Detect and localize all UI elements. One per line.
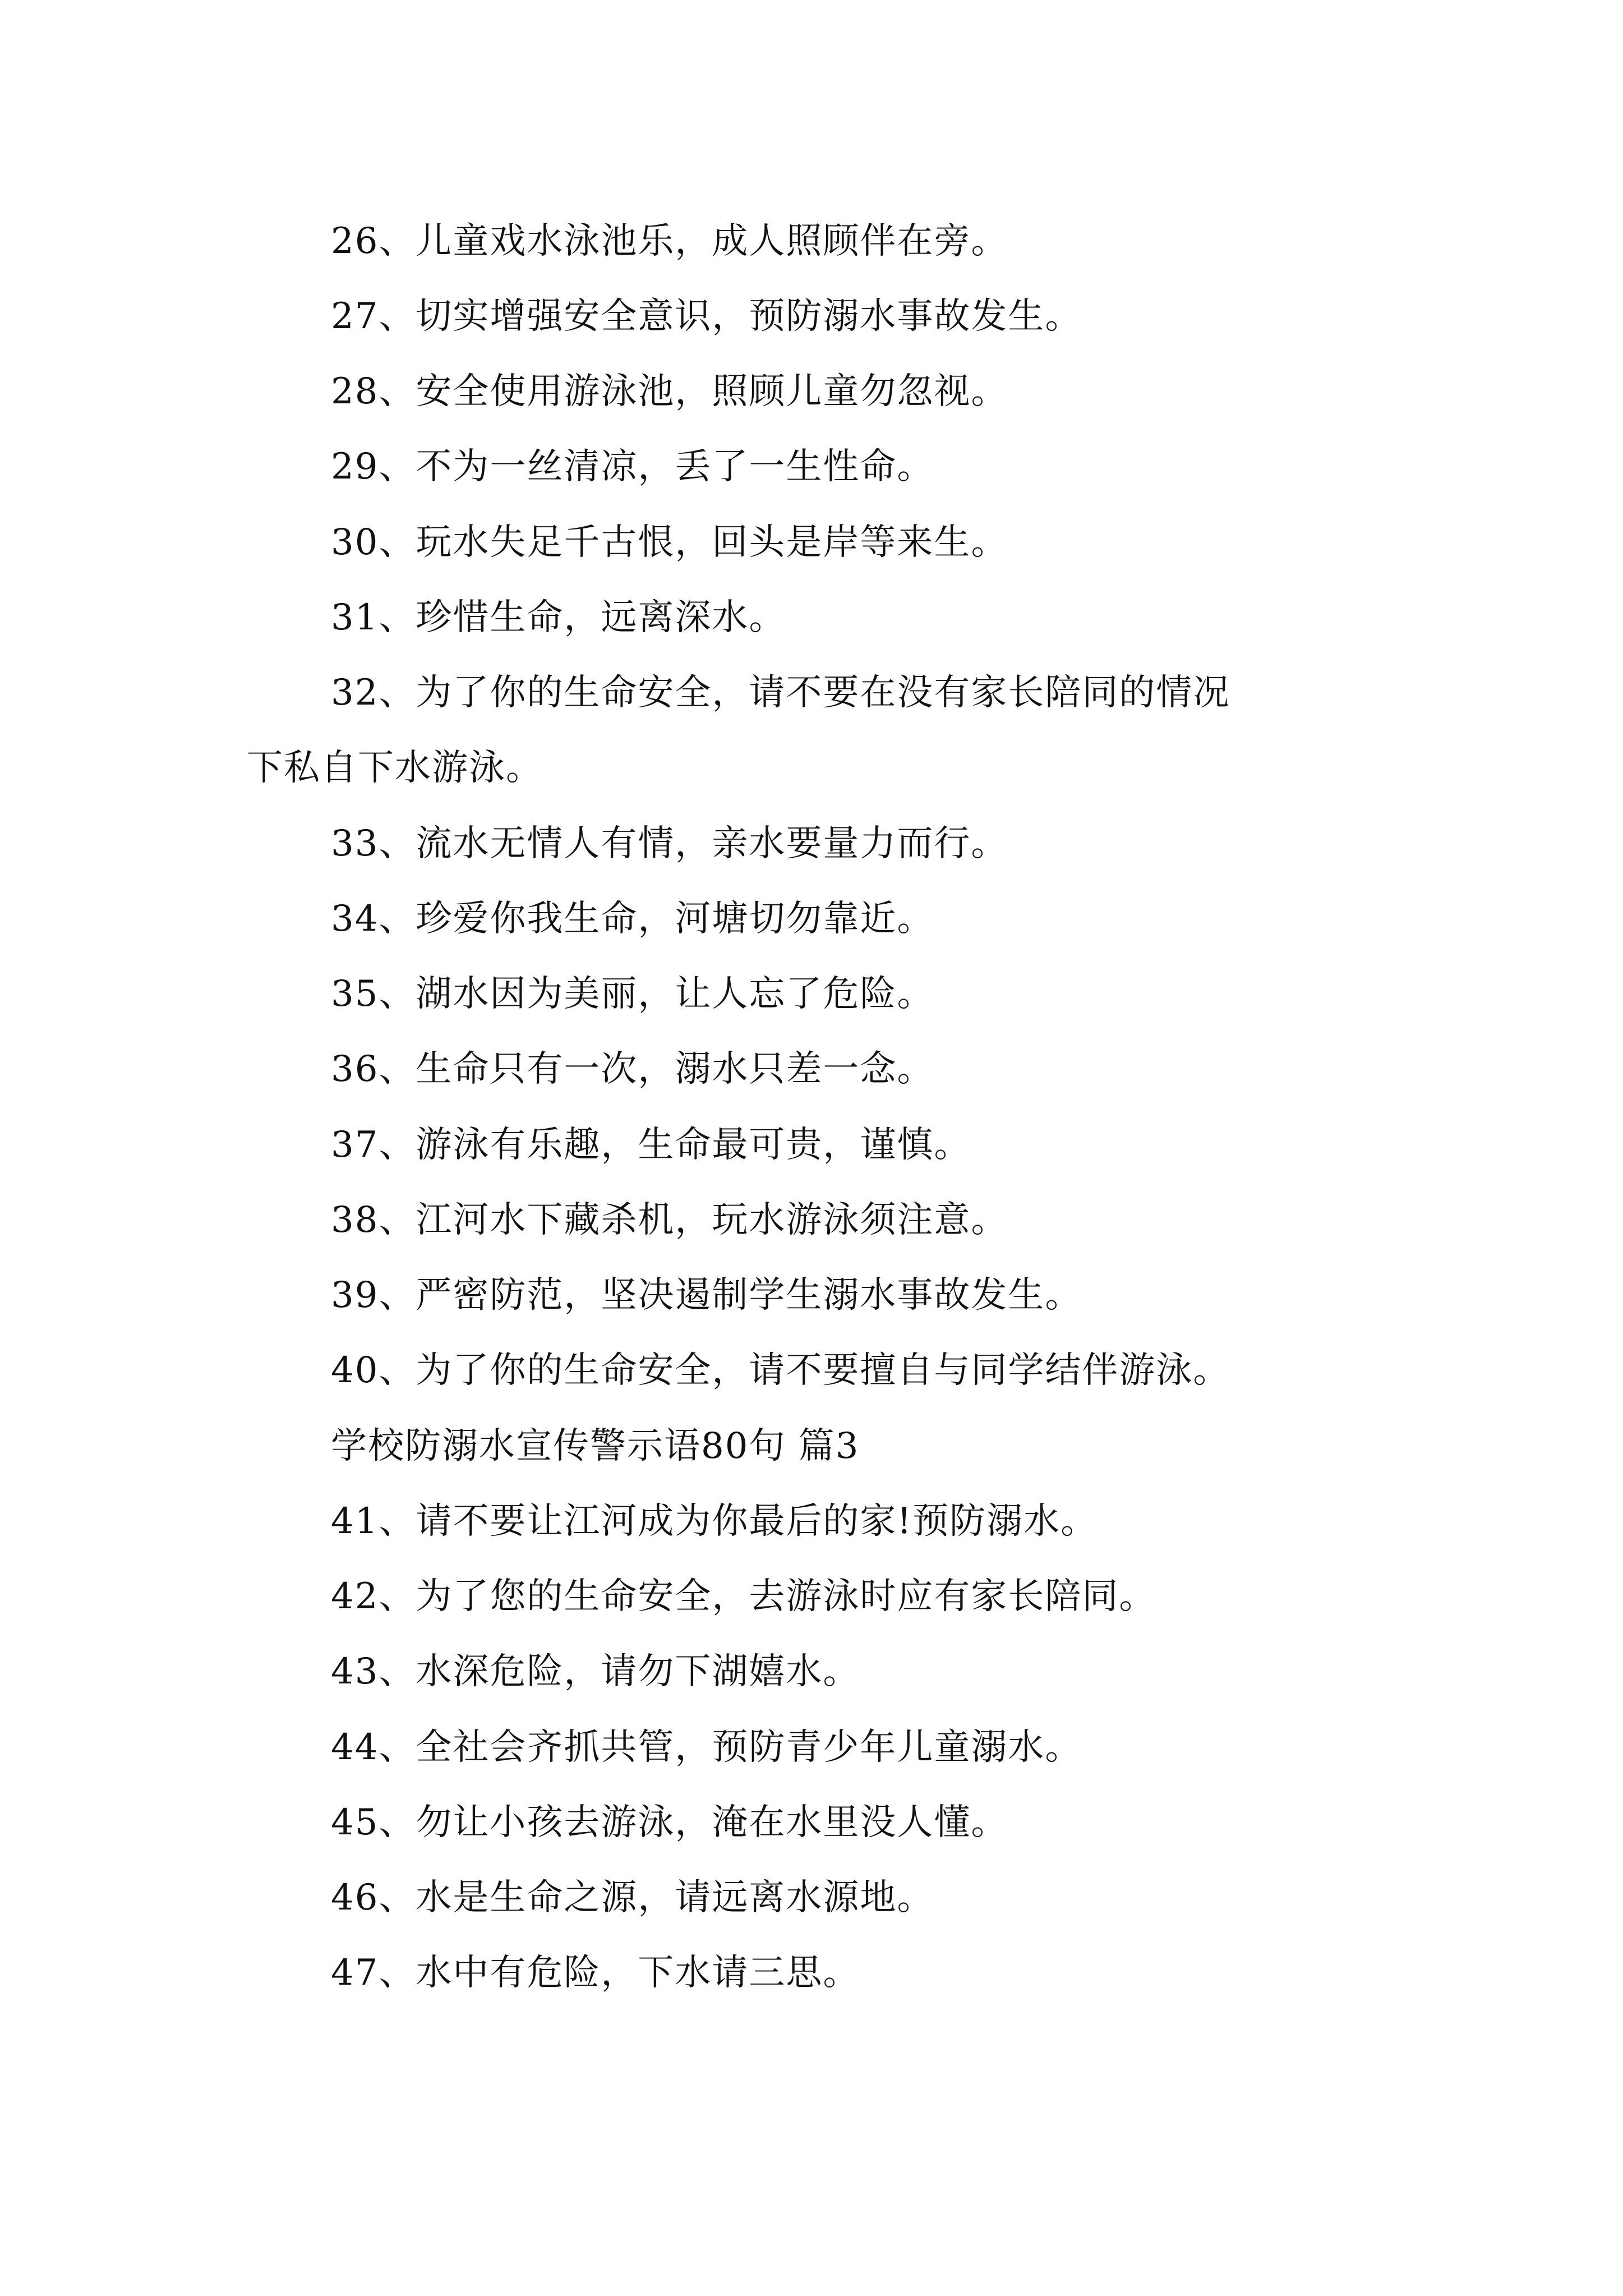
slogan-line-37: 37、游泳有乐趣，生命最可贵，谨慎。 [331, 1124, 971, 1166]
slogan-line-40: 40、为了你的生命安全，请不要擅自与同学结伴游泳。 [331, 1350, 1230, 1391]
slogan-line-33: 33、流水无情人有情，亲水要量力而行。 [331, 823, 1008, 864]
slogan-line-35: 35、湖水因为美丽，让人忘了危险。 [331, 973, 934, 1015]
slogan-line-45: 45、勿让小孩去游泳，淹在水里没人懂。 [331, 1802, 1008, 1843]
slogan-line-46: 46、水是生命之源，请远离水源地。 [331, 1877, 934, 1918]
slogan-line-31: 31、珍惜生命，远离深水。 [331, 597, 786, 638]
slogan-line-43: 43、水深危险，请勿下湖嬉水。 [331, 1651, 860, 1692]
slogan-line-30: 30、玩水失足千古恨，回头是岸等来生。 [331, 522, 1008, 563]
slogan-line-36: 36、生命只有一次，溺水只差一念。 [331, 1048, 934, 1090]
slogan-line-27: 27、切实增强安全意识，预防溺水事故发生。 [331, 296, 1082, 337]
slogan-line-47: 47、水中有危险，下水请三思。 [331, 1952, 860, 1994]
slogan-line-42: 42、为了您的生命安全，去游泳时应有家长陪同。 [331, 1576, 1156, 1617]
slogan-line-41: 41、请不要让江河成为你最后的家!预防溺水。 [331, 1501, 1098, 1542]
slogan-line-32: 32、为了你的生命安全，请不要在没有家长陪同的情况 [331, 672, 1230, 714]
slogan-line-29: 29、不为一丝清凉，丢了一生性命。 [331, 446, 934, 487]
slogan-line-34: 34、珍爱你我生命，河塘切勿靠近。 [331, 898, 934, 940]
slogan-line-26: 26、儿童戏水泳池乐，成人照顾伴在旁。 [331, 220, 1008, 262]
slogan-line-44: 44、全社会齐抓共管，预防青少年儿童溺水。 [331, 1727, 1082, 1768]
slogan-line-28: 28、安全使用游泳池，照顾儿童勿忽视。 [331, 371, 1008, 412]
slogan-line-32-continued: 下私自下水游泳。 [247, 747, 543, 789]
slogan-line-38: 38、江河水下藏杀机，玩水游泳须注意。 [331, 1199, 1008, 1241]
section-heading: 学校防溺水宣传警示语80句 篇3 [331, 1425, 860, 1467]
slogan-line-39: 39、严密防范，坚决遏制学生溺水事故发生。 [331, 1274, 1082, 1316]
